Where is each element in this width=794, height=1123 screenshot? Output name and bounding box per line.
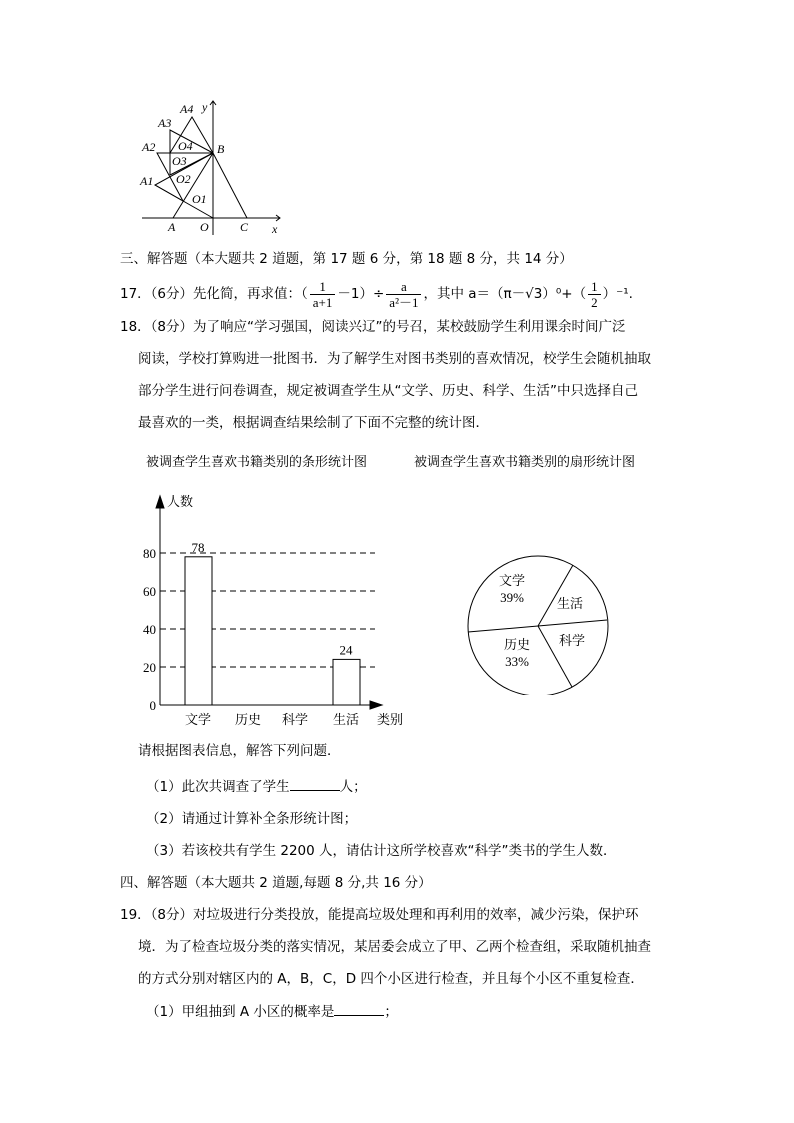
- q17-mid: －1）÷: [337, 286, 385, 302]
- answer-blank[interactable]: [334, 1001, 384, 1016]
- y-tick-label: 40: [143, 622, 156, 637]
- denominator: a+1: [312, 294, 333, 310]
- q18-line: 部分学生进行问卷调查，规定被调查学生从“文学、历史、科学、生活”中只选择自己: [138, 383, 638, 399]
- q18-sub1-suffix: 人；: [339, 779, 367, 795]
- section3-heading: 三、解答题（本大题共 2 道题，第 17 题 6 分，第 18 题 8 分，共 14 分）: [120, 251, 573, 267]
- q17-prefix: 17．（6分）先化简，再求值：（: [120, 286, 308, 302]
- pie-slice-label-life: 生活: [556, 597, 584, 612]
- x-tick-label: 生活: [332, 713, 360, 728]
- label-A1: A1: [140, 174, 154, 188]
- label-A4: A4: [180, 102, 194, 116]
- section4-heading: 四、解答题（本大题共 2 道题,每题 8 分,共 16 分）: [120, 875, 432, 891]
- numerator: 1: [310, 279, 336, 295]
- bar-chart: [130, 490, 420, 735]
- pie-slice-label-literature: 文学: [498, 574, 526, 589]
- denominator: a²－1: [389, 294, 419, 310]
- label-O4: O4: [178, 139, 193, 153]
- q18-sub3: （3）若该校共有学生 2200 人，请估计这所学校喜欢“科学”类书的学生人数．: [146, 843, 617, 859]
- pie-slice-label-science: 科学: [558, 634, 586, 649]
- q18-prompt: 请根据图表信息，解答下列问题．: [138, 743, 341, 759]
- y-tick-label: 60: [143, 584, 156, 599]
- label-A2: A2: [142, 140, 156, 154]
- label-C: C: [240, 220, 249, 234]
- numerator: 1: [588, 279, 601, 295]
- pie-slice-pct-history: 33%: [505, 654, 529, 669]
- geometry-diagram: [130, 95, 290, 240]
- q18-sub1-text: （1）此次共调查了学生: [146, 779, 290, 795]
- fraction-3: [588, 279, 601, 310]
- bar: [333, 659, 360, 705]
- q18-line: 18．（8分）为了响应“学习强国，阅读兴辽”的号召，某校鼓励学生利用课余时间广泛: [120, 319, 626, 335]
- fraction-1: [310, 279, 336, 310]
- bar: [185, 557, 212, 705]
- label-A3: A3: [158, 116, 172, 130]
- label-O2: O2: [176, 172, 191, 186]
- x-tick-label: 科学: [281, 713, 309, 728]
- q19-line: 19．（8分）对垃圾进行分类投放，能提高垃圾处理和再利用的效率，减少污染，保护环: [120, 907, 639, 923]
- x-axis-label: 类别: [377, 713, 404, 728]
- q18-line: 最喜欢的一类，根据调查结果绘制了下面不完整的统计图．: [138, 415, 489, 431]
- q17-tail: ，其中 a＝（π－√3）⁰+（: [423, 286, 587, 302]
- x-tick-label: 历史: [234, 713, 262, 728]
- pie-chart-title: 被调查学生喜欢书籍类别的扇形统计图: [414, 455, 636, 470]
- bar-chart-title: 被调查学生喜欢书籍类别的条形统计图: [146, 455, 368, 470]
- fraction-2: [386, 279, 421, 310]
- pie-chart: [460, 555, 620, 695]
- answer-blank[interactable]: [290, 776, 340, 791]
- x-tick-label: 文学: [184, 713, 212, 728]
- pie-slice-label-history: 历史: [503, 638, 531, 653]
- pie-slice-pct-literature: 39%: [500, 590, 524, 605]
- q18-sub1: [146, 776, 367, 797]
- denominator: 2: [591, 294, 598, 310]
- q18-line: 阅读，学校打算购进一批图书．为了解学生对图书类别的喜欢情况，校学生会随机抽取: [138, 351, 651, 367]
- label-x: x: [272, 222, 278, 236]
- y-tick-label: 20: [143, 660, 156, 675]
- y-tick-label: 80: [143, 546, 156, 561]
- label-O: O: [200, 220, 209, 234]
- bar-value-label: 78: [191, 539, 205, 555]
- bar-value-label: 24: [339, 642, 353, 658]
- q19-line: 的方式分别对辖区内的 A，B，C，D 四个小区进行检查，并且每个小区不重复检查．: [138, 971, 644, 987]
- q19-sub1-suffix: ；: [384, 1004, 398, 1020]
- label-B: B: [217, 142, 225, 156]
- label-O1: O1: [192, 192, 207, 206]
- q19-sub1: [146, 1001, 398, 1022]
- label-O3: O3: [172, 154, 187, 168]
- label-A: A: [168, 220, 176, 234]
- q18-sub2: （2）请通过计算补全条形统计图；: [146, 811, 358, 827]
- q19-line: 境．为了检查垃圾分类的落实情况，某居委会成立了甲、乙两个检查组，采取随机抽查: [138, 939, 651, 955]
- label-y: y: [202, 100, 208, 114]
- q17-end: ）⁻¹.: [602, 286, 633, 302]
- y-axis-label: 人数: [167, 495, 194, 510]
- y-tick-label: 0: [149, 698, 156, 713]
- q17: [120, 277, 633, 311]
- q19-sub1-text: （1）甲组抽到 A 小区的概率是: [146, 1004, 335, 1020]
- numerator: a: [386, 279, 421, 295]
